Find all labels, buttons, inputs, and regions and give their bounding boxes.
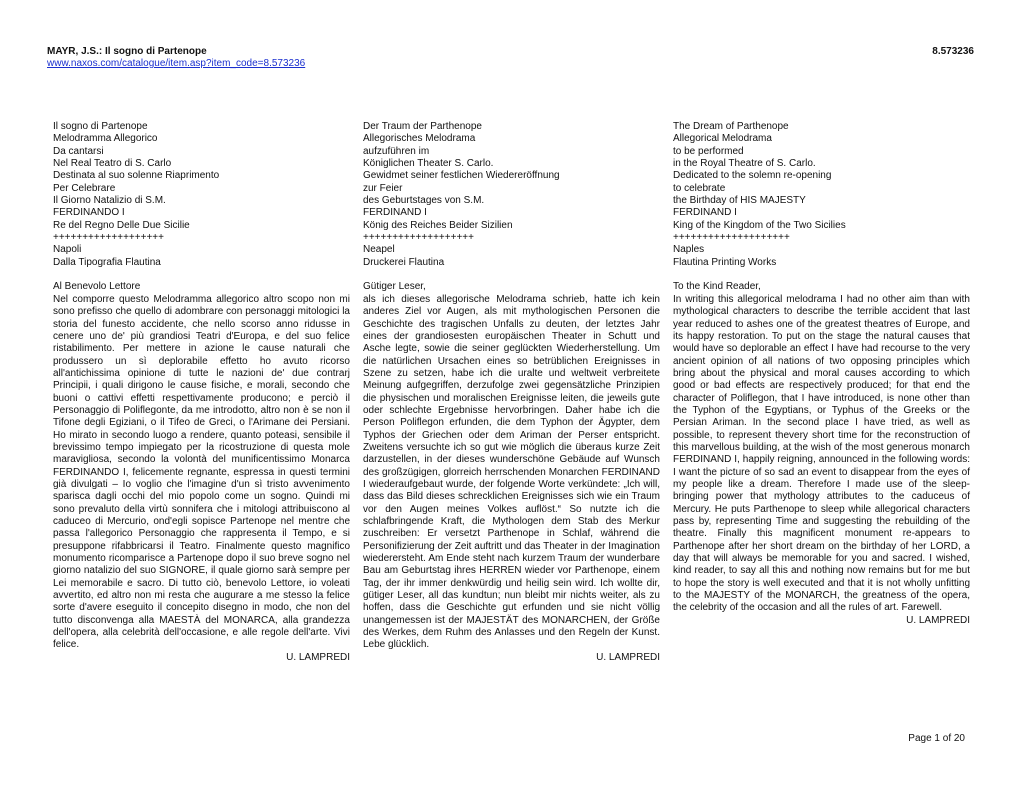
title-line: FERDINANDO I	[53, 207, 125, 219]
title-line: des Geburtstages von S.M.	[363, 195, 485, 207]
italian-greeting: Al Benevolo Lettore	[53, 281, 141, 293]
title-line: Destinata al suo solenne Riaprimento	[53, 170, 220, 182]
title-line: Dedicated to the solemn re-opening	[673, 170, 832, 182]
title-line: in the Royal Theatre of S. Carlo.	[673, 158, 816, 170]
title-line: Re del Regno Delle Due Sicilie	[53, 219, 190, 231]
english-signature: U. LAMPREDI	[906, 614, 970, 626]
english-greeting: To the Kind Reader,	[673, 281, 761, 293]
german-title-block	[363, 121, 660, 269]
title-line: FERDINAND I	[673, 207, 737, 219]
title-line: Allegorical Melodrama	[673, 133, 772, 145]
title-line: Naples	[673, 244, 705, 256]
italian-signature: U. LAMPREDI	[286, 651, 350, 663]
english-title-block	[673, 121, 970, 269]
title-line: to celebrate	[673, 182, 726, 194]
title-line: Il sogno di Partenope	[53, 121, 148, 132]
italian-column	[53, 121, 350, 664]
english-body: In writing this allegorical melodrama I had no other aim than with mythological characters to describe the terrible accident that last year reduced to ashes one of the greatest theatres of Europe, and its happy restoration. To put on the stage the natural causes that would have so deplorable an effect I have had recourse to the very ancient opinion of all nations of two opposing principles which bring about the physical and moral causes according to which good or bad effects are respectively produced; for that end the character of Poliflegon, that I have introduced, is none other than the Typhon of the Egyptians, or Typhus of the Greeks or the Persian Ariman. In the second place I have tried, as well as possible, to represent thevery short time for the reconstruction of this marvellous building, at the wish of the most generous monarch FERDINAND I, happily reigning, announced in the following words: I want the picture of so sad an event to disappear from the eyes of my people like a dream. Therefore I made use of the sleep-bringing power that mythology attributes to the caduceus of Mercury. He puts Parthenope to sleep while allegorical characters pass by, representing Time and suggesting the rebuilding of the theatre. Finally this magnificent monument re-appears to Parthenope after her short dream on the birthday of her LORD, a day that will always be memorable for you and sacred. I wished, kind reader, to say all this and nothing now remains but for me but to hope the story is well executed and that it is not wholly unfitting to the MAJESTY of the MONARCH, the greatness of the opera, the celebrity of the occasion and all the rules of art. Farewell.	[673, 293, 970, 614]
title-line: Allegorisches Melodrama	[363, 133, 476, 145]
page-number: Page 1 of 20	[908, 733, 965, 744]
title-line: Melodramma Allegorico	[53, 133, 158, 145]
title-line: Da cantarsi	[53, 145, 104, 157]
title-line: Flautina Printing Works	[673, 256, 777, 268]
catalogue-link[interactable]: www.naxos.com/catalogue/item.asp?item_code=8.573236	[47, 58, 306, 69]
title-line: ++++++++++++++++++++	[673, 232, 790, 244]
title-line: +++++++++++++++++++	[53, 232, 164, 244]
title-line: Neapel	[363, 244, 395, 256]
german-body: als ich dieses allegorische Melodrama schrieb, hatte ich kein anderes Ziel vor Augen, als mit mythologischen Personen die Geschichte des tragischen Unfalls zu deuten, der letztes Jahr eines der grandiosesten europäischen Theater in Schutt und Asche legte, sowie die seiner geglückten Wiederherstellung. Um die natürlichen Ursachen eines so betrüblichen Ereignisses in Szene zu setzen, habe ich die uralte und weltweit verbreitete Meinung aufgegriffen, derzufolge zwei gegensätzliche Prinzipien die physischen und moralischen Ereignisse leiten, die jeweils gute oder schlechte Ergebnisse hervorbringen. Daher habe ich die Person Poliflegon erfunden, die dem Typhon der Ägypter, dem Typhos der Griechen oder dem Ariman der Perser entspricht. Zweitens versuchte ich so gut wie möglich die überaus kurze Zeit darzustellen, in der dieses wunderschöne Gebäude auf Wunsch des großzügigen, glorreich herrschenden Monarchen FERDINAND I wiederaufgebaut wurde, der folgende Worte verkündete: „Ich will, dass das Bild dieses schrecklichen Ereignisses sich wie ein Traum vor den Augen meines Volkes auflöst.“ So nutzte ich die schlafbringende Kraft, die Mythologen dem Stab des Merkur zuschreiben: Er versetzt Parthenope in Schlaf, während die Personifizierung der Zeit auftritt und das Theater in der Imagination wiederersteht. Am Ende steht nach kurzem Traum der wunderbare Bau am Geburtstag ihres HERREN wieder vor Parthenope, einem Tag, der ihr immer denkwürdig und heilig sein wird. Ich wollte dir, gütiger Leser, all das kundtun; nun bleibt mir nichts weiter, als zu hoffen, dass die Geschichte gut erfunden und sie nicht völlig unangemessen ist der MAJESTÄT des MONARCHEN, der Größe des Werkes, dem Ruhm des Anlasses und den Regeln der Kunst. Lebe glücklich.	[363, 293, 660, 651]
title-line: King of the Kingdom of the Two Sicilies	[673, 219, 846, 231]
title-line: Il Giorno Natalizio di S.M.	[53, 195, 166, 207]
german-signature: U. LAMPREDI	[596, 651, 660, 663]
title-line: Nel Real Teatro di S. Carlo	[53, 158, 172, 170]
title-line: +++++++++++++++++++	[363, 232, 474, 244]
title-line: the Birthday of HIS MAJESTY	[673, 195, 806, 207]
italian-body: Nel comporre questo Melodramma allegorico altro scopo non mi sono prefisso che quello di adombrare con personaggi mitologici la storia del funesto accidente, che nello scorso anno ridusse in cenere uno de' più grandiosi Teatri d'Europa, e del suo felice ristabilimento. Per mettere in azione le cause naturali che produssero un sì deplorabile effetto ho avuto ricorso all'antichissima opinione di tutte le nazioni de' due contrarj Principii, i quali dirigono le cause fisiche, e morali, secondo che buoni o cattivi effetti respettivamente producono; e perciò il Personaggio di Poliflegonte, da me introdotto, altro non è se non il Tifone degli Egiziani, o il Tifeo de Greci, o l'Arimane dei Persiani. Ho mirato in secondo luogo a rendere, quanto poteasi, sensibile il brevissimo tempo impiegato per la ricostruzione di questa mole maravigliosa, secondo la volontà del munificentissimo Monarca FERDINANDO I, felicemente regnante, espressa in questi termini già divulgati – Io voglio che l'imagine d'un sì tristo avvenimento sparisca dagli occhi del mio popolo come un sogno. Quindi mi sono prevaluto della virtù sonnifera che i mitologi attribuiscono al caduceo di Mercurio, ond'egli sopisce Partenope nel mentre che passa l'allegorico Personaggio che rappresenta il Tempo, e si presuppone rifabbricarsi il Teatro. Finalmente questo magnifico monumento ricomparisce a Partenope dopo il suo breve sogno nel giorno natalizio del suo SIGNORE, il quale giorno sarà sempre per Lei memorabile e sacro. Di tutto ciò, benevolo Lettore, io voleati avvertito, ed altro non mi resta che augurare a me stesso la felice sorte d'avere eseguito il concepito disegno in modo, che non del tutto disconvenga alla MAESTÀ del MONARCA, alla grandezza dell'opera, alla celebrità dell'occasione, e alle regole dell'arte. Vivi felice.	[53, 293, 350, 651]
title-line: Dalla Tipografia Flautina	[53, 256, 161, 268]
title-line: Gewidmet seiner festlichen Wiedereröffnung	[363, 170, 560, 182]
title-line: König des Reiches Beider Sizilien	[363, 219, 513, 231]
english-column	[673, 121, 970, 627]
title-line: Königlichen Theater S. Carlo.	[363, 158, 494, 170]
german-column	[363, 121, 660, 664]
document-title: MAYR, J.S.: Il sogno di Partenope	[47, 46, 207, 57]
title-line: to be performed	[673, 145, 744, 157]
title-line: The Dream of Parthenope	[673, 121, 789, 132]
title-line: Der Traum der Parthenope	[363, 121, 482, 132]
title-line: Per Celebrare	[53, 182, 116, 194]
title-line: Napoli	[53, 244, 82, 256]
catalogue-code: 8.573236	[932, 46, 974, 57]
title-line: zur Feier	[363, 182, 403, 194]
title-line: Druckerei Flautina	[363, 256, 445, 268]
german-greeting: Gütiger Leser,	[363, 281, 426, 293]
title-line: aufzuführen im	[363, 145, 430, 157]
italian-title-block	[53, 121, 350, 269]
title-line: FERDINAND I	[363, 207, 427, 219]
